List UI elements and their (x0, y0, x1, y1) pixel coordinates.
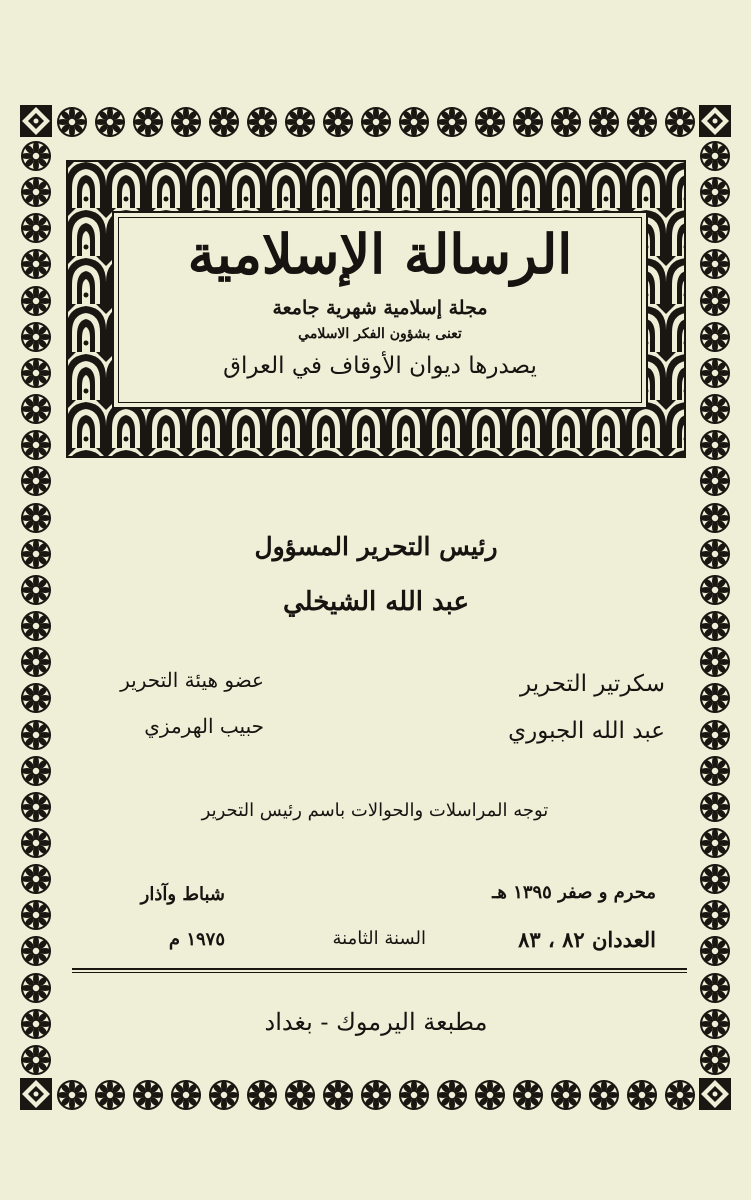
magazine-subtitle: مجلة إسلامية شهرية جامعة (272, 297, 488, 319)
flower-ornament-icon (20, 972, 52, 1004)
flower-ornament-icon (20, 755, 52, 787)
flower-ornament-icon (699, 972, 731, 1004)
flower-ornament-icon (626, 106, 658, 138)
corner-ornament-icon (19, 1077, 53, 1111)
flower-ornament-icon (246, 106, 278, 138)
flower-ornament-icon (20, 574, 52, 606)
flower-ornament-icon (699, 682, 731, 714)
flower-ornament-icon (246, 1079, 278, 1111)
member-role: عضو هيئة التحرير (120, 668, 264, 692)
flower-ornament-icon (699, 140, 731, 172)
flower-ornament-icon (474, 106, 506, 138)
correspondence-note: توجه المراسلات والحوالات باسم رئيس التحرير (201, 800, 549, 821)
flower-ornament-icon (699, 357, 731, 389)
flower-ornament-icon (699, 646, 731, 678)
flower-ornament-icon (322, 106, 354, 138)
flower-ornament-icon (20, 791, 52, 823)
flower-ornament-icon (56, 106, 88, 138)
issue-numbers: العددان ٨٢ ، ٨٣ (518, 927, 656, 952)
flower-ornament-icon (132, 1079, 164, 1111)
flower-ornament-icon (699, 176, 731, 208)
flower-ornament-icon (94, 1079, 126, 1111)
magazine-title: الرسالة الإسلامية (187, 222, 573, 286)
masthead-box (112, 211, 648, 409)
flower-ornament-icon (284, 1079, 316, 1111)
hijri-date: محرم و صفر ١٣٩٥ هـ (492, 882, 656, 903)
flower-ornament-icon (208, 1079, 240, 1111)
flower-ornament-icon (550, 1079, 582, 1111)
flower-ornament-icon (20, 140, 52, 172)
flower-ornament-icon (699, 574, 731, 606)
magazine-tagline: تعنى بشؤون الفكر الاسلامي (298, 326, 462, 342)
flower-ornament-icon (699, 791, 731, 823)
flower-ornament-icon (699, 719, 731, 751)
flower-ornament-icon (699, 321, 731, 353)
flower-ornament-icon (20, 248, 52, 280)
right-flower-border (699, 140, 731, 1076)
flower-ornament-icon (699, 502, 731, 534)
divider-line (72, 968, 687, 970)
flower-ornament-icon (699, 863, 731, 895)
flower-ornament-icon (20, 357, 52, 389)
flower-ornament-icon (132, 106, 164, 138)
flower-ornament-icon (20, 1044, 52, 1076)
flower-ornament-icon (699, 827, 731, 859)
flower-ornament-icon (284, 106, 316, 138)
flower-ornament-icon (664, 1079, 696, 1111)
flower-ornament-icon (512, 106, 544, 138)
flower-ornament-icon (20, 285, 52, 317)
flower-ornament-icon (699, 1044, 731, 1076)
flower-ornament-icon (699, 465, 731, 497)
printer-imprint: مطبعة اليرموك - بغداد (264, 1008, 488, 1036)
flower-ornament-icon (20, 935, 52, 967)
secretary-role: سكرتير التحرير (520, 671, 665, 697)
flower-ornament-icon (20, 502, 52, 534)
flower-ornament-icon (626, 1079, 658, 1111)
secretary-name: عبد الله الجبوري (508, 718, 665, 744)
gregorian-months: شباط وآذار (140, 884, 225, 905)
flower-ornament-icon (20, 465, 52, 497)
corner-ornament-icon (698, 104, 732, 138)
flower-ornament-icon (322, 1079, 354, 1111)
flower-ornament-icon (20, 1008, 52, 1040)
flower-ornament-icon (20, 429, 52, 461)
flower-ornament-icon (588, 106, 620, 138)
flower-ornament-icon (94, 106, 126, 138)
gregorian-year: ١٩٧٥ م (168, 929, 225, 950)
flower-ornament-icon (20, 538, 52, 570)
corner-ornament-icon (698, 1077, 732, 1111)
flower-ornament-icon (360, 1079, 392, 1111)
flower-ornament-icon (56, 1079, 88, 1111)
member-name: حبيب الهرمزي (144, 714, 264, 738)
editor-role: رئيس التحرير المسؤول (254, 532, 498, 561)
flower-ornament-icon (436, 106, 468, 138)
flower-ornament-icon (588, 1079, 620, 1111)
flower-ornament-icon (20, 682, 52, 714)
flower-ornament-icon (20, 827, 52, 859)
flower-ornament-icon (699, 248, 731, 280)
flower-ornament-icon (20, 646, 52, 678)
flower-ornament-icon (436, 1079, 468, 1111)
flower-ornament-icon (398, 106, 430, 138)
flower-ornament-icon (20, 176, 52, 208)
flower-ornament-icon (699, 429, 731, 461)
flower-ornament-icon (699, 1008, 731, 1040)
flower-ornament-icon (208, 106, 240, 138)
flower-ornament-icon (474, 1079, 506, 1111)
flower-ornament-icon (699, 393, 731, 425)
flower-ornament-icon (699, 285, 731, 317)
flower-ornament-icon (664, 106, 696, 138)
flower-ornament-icon (20, 899, 52, 931)
volume-year: السنة الثامنة (332, 928, 426, 949)
flower-ornament-icon (20, 610, 52, 642)
flower-ornament-icon (699, 755, 731, 787)
magazine-publisher: يصدرها ديوان الأوقاف في العراق (223, 353, 537, 379)
flower-ornament-icon (699, 538, 731, 570)
left-flower-border (20, 140, 52, 1076)
flower-ornament-icon (360, 106, 392, 138)
flower-ornament-icon (20, 719, 52, 751)
top-flower-border (56, 106, 696, 138)
corner-ornament-icon (19, 104, 53, 138)
flower-ornament-icon (20, 393, 52, 425)
bottom-flower-border (56, 1079, 696, 1111)
flower-ornament-icon (512, 1079, 544, 1111)
editor-name: عبد الله الشيخلي (282, 587, 470, 617)
flower-ornament-icon (699, 212, 731, 244)
flower-ornament-icon (699, 610, 731, 642)
flower-ornament-icon (20, 863, 52, 895)
flower-ornament-icon (699, 935, 731, 967)
divider-line (72, 972, 687, 973)
flower-ornament-icon (550, 106, 582, 138)
flower-ornament-icon (170, 1079, 202, 1111)
flower-ornament-icon (20, 212, 52, 244)
flower-ornament-icon (398, 1079, 430, 1111)
flower-ornament-icon (170, 106, 202, 138)
flower-ornament-icon (20, 321, 52, 353)
flower-ornament-icon (699, 899, 731, 931)
